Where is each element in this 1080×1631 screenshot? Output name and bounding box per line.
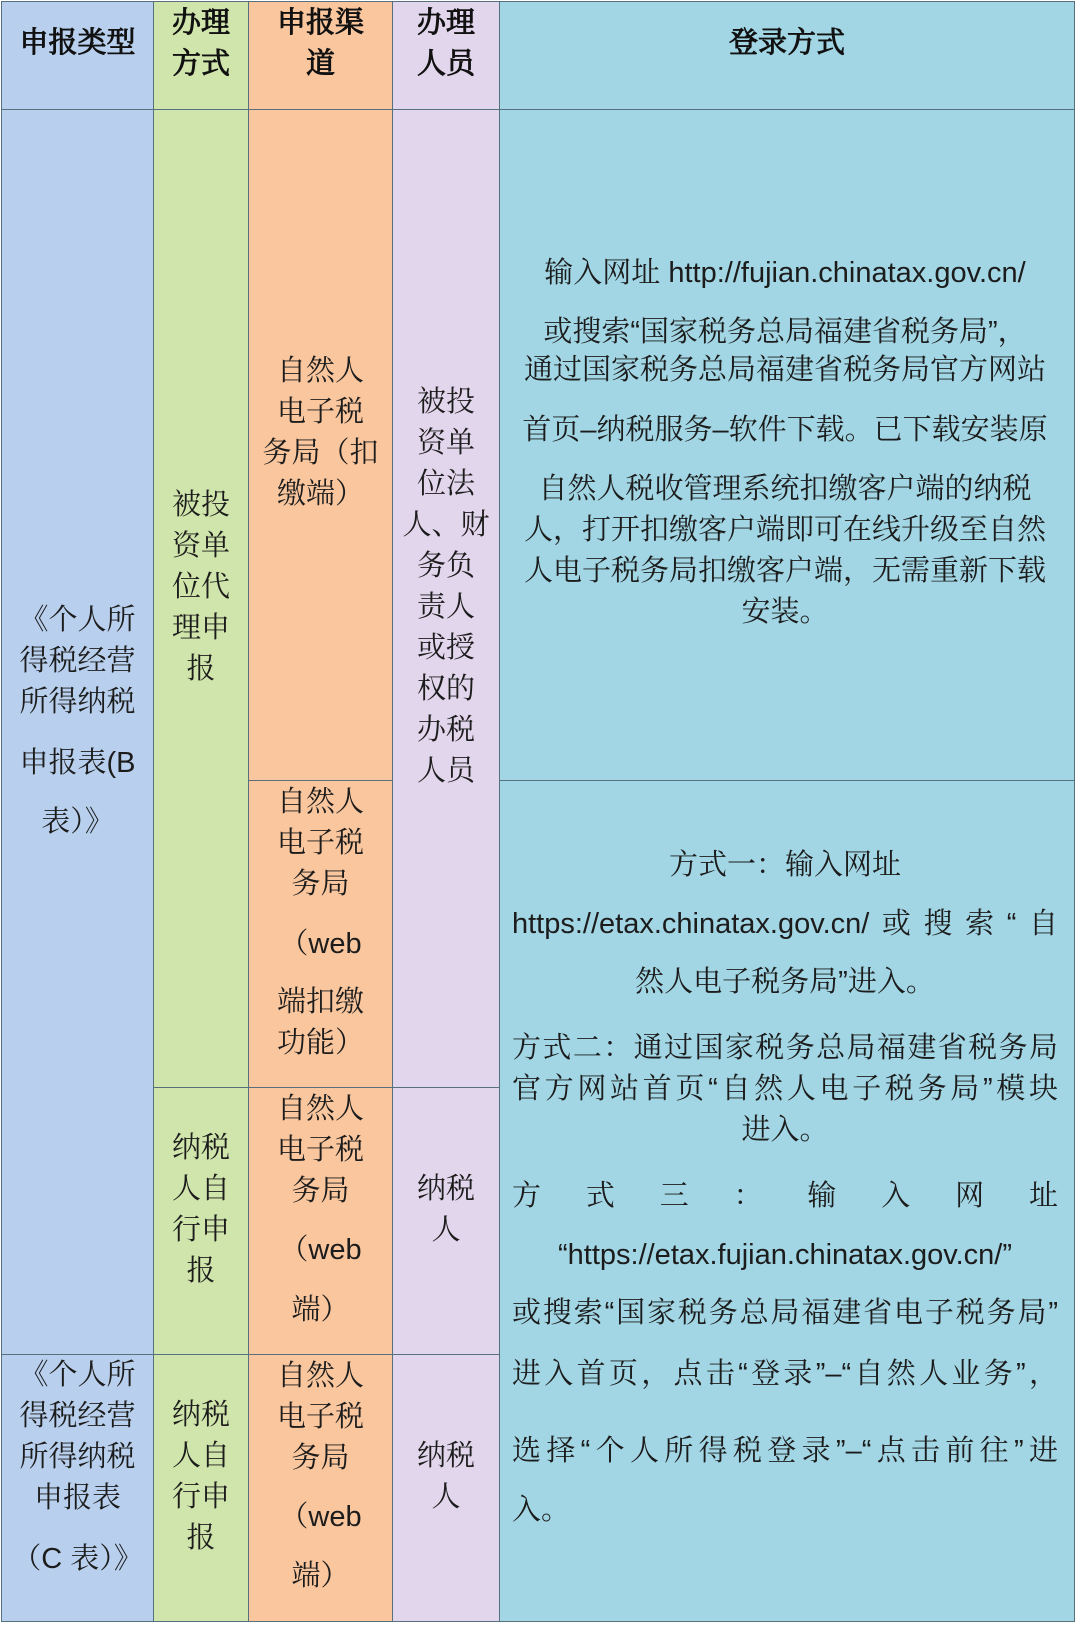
text-line: 申报表	[33, 1482, 121, 1514]
header-filing-channel-line: 申报渠	[276, 7, 364, 39]
text-line: 务局	[291, 1442, 350, 1474]
text-line: 得税经营	[19, 1400, 136, 1432]
text-line: 端扣缴	[276, 986, 364, 1018]
text-line: 人员	[416, 755, 475, 787]
text-line: 自然人	[276, 355, 364, 387]
cell-text	[393, 3, 499, 85]
filing-channel-cell	[249, 1088, 393, 1355]
text-line: 电子税	[276, 1134, 364, 1166]
cell-text	[500, 23, 1074, 64]
text-line: 或搜索“国家税务总局福建省税务局”，	[543, 316, 1027, 348]
text-line: （web	[279, 928, 362, 960]
text-line: 首页–纳税服务–软件下载。已下载安装原	[522, 414, 1048, 446]
text-line: 或搜索“国家税务总局福建省电子税务局”	[512, 1297, 1058, 1329]
text-line: 端）	[291, 1560, 350, 1592]
handler-cell	[393, 1088, 500, 1355]
text-line: 务局	[291, 1175, 350, 1207]
header-report-type-label: 申报类型	[19, 27, 136, 59]
text-line: 责人	[416, 591, 475, 623]
cell-text	[249, 3, 392, 85]
text-line: 务局（扣	[262, 437, 379, 469]
text-line: 人电子税务局扣缴客户端，无需重新下载	[523, 555, 1046, 587]
text-line: 方式二：通过国家税务总局福建省税务局	[512, 1032, 1058, 1064]
header-filing-method	[154, 2, 249, 110]
text-line: 纳税	[416, 1440, 475, 1472]
text-line: 表）》	[41, 806, 114, 838]
text-line: 人自	[171, 1440, 230, 1472]
text-line: 纳税	[171, 1132, 230, 1164]
cell-text	[154, 1128, 248, 1292]
text-line: 人，打开扣缴客户端即可在线升级至自然	[523, 514, 1046, 546]
report-type-cell	[2, 1355, 154, 1622]
text-line: 申报表(B	[19, 747, 136, 779]
text-line: 自然人税收管理系统扣缴客户端的纳税	[538, 473, 1032, 505]
text-line: “https://etax.fujian.chinatax.gov.cn/”	[557, 1239, 1013, 1271]
filing-method-cell	[154, 1355, 249, 1622]
text-line: 电子税	[276, 1401, 364, 1433]
cell-text	[154, 1395, 248, 1559]
text-line: 方式三：输入网址	[512, 1180, 1058, 1212]
cell-text	[2, 23, 153, 64]
text-line: 或授	[416, 632, 475, 664]
filing-channel-cell	[249, 1355, 393, 1622]
cell-text	[249, 782, 392, 1064]
text-line: （web	[279, 1234, 362, 1266]
text-line: 被投	[416, 386, 475, 418]
cell-text	[512, 253, 1058, 633]
header-filing-method-line: 方式	[171, 48, 230, 80]
text-line: 电子税	[276, 827, 364, 859]
text-line: 自然人	[276, 1093, 364, 1125]
text-line: 所得纳税	[19, 1441, 136, 1473]
text-line: 报	[186, 1255, 216, 1287]
text-line: 被投	[171, 489, 230, 521]
login-method-cell	[500, 781, 1075, 1622]
header-login-method-label: 登录方式	[728, 27, 845, 59]
handler-cell	[393, 110, 500, 1088]
text-line: 权的	[416, 673, 475, 705]
cell-text	[154, 485, 248, 690]
text-line: 位法	[416, 468, 475, 500]
cell-text	[393, 1436, 499, 1518]
text-line: 纳税	[416, 1173, 475, 1205]
text-line: 入。	[512, 1494, 571, 1526]
text-line: 所得纳税	[19, 686, 136, 718]
text-line: 《个人所	[19, 604, 136, 636]
text-line: 报	[186, 653, 216, 685]
cell-text	[393, 1169, 499, 1251]
cell-text	[249, 1089, 392, 1331]
text-line: （C 表）》	[12, 1543, 143, 1575]
text-line: 行申	[171, 1481, 230, 1513]
text-line: 纳税	[171, 1399, 230, 1431]
text-line: 得税经营	[19, 645, 136, 677]
text-line: 人	[431, 1481, 461, 1513]
text-line: 报	[186, 1522, 216, 1554]
text-line: 务负	[416, 550, 475, 582]
cell-text	[154, 3, 248, 85]
text-line: 安装。	[741, 596, 829, 628]
filing-channel-cell	[249, 110, 393, 781]
text-line: 办税	[416, 714, 475, 746]
cell-text	[393, 382, 499, 792]
tax-filing-table	[1, 1, 1075, 1622]
text-line: 通过国家税务总局福建省税务局官方网站	[523, 354, 1046, 386]
text-line: 自然人	[276, 786, 364, 818]
header-handler-line: 办理	[416, 7, 475, 39]
text-line: 务局	[291, 868, 350, 900]
text-line: 资单	[416, 427, 475, 459]
text-line: 自然人	[276, 1360, 364, 1392]
text-line: 资单	[171, 530, 230, 562]
header-filing-channel	[249, 2, 393, 110]
text-line: 官方网站首页“自然人电子税务局”模块	[512, 1073, 1058, 1105]
text-line: （web	[279, 1501, 362, 1533]
text-line: https://etax.chinatax.gov.cn/或搜索“自	[512, 908, 1058, 940]
text-line: 功能）	[276, 1027, 364, 1059]
cell-text	[249, 1356, 392, 1597]
handler-cell	[393, 1355, 500, 1622]
cell-text	[249, 351, 392, 515]
report-type-cell	[2, 110, 154, 1355]
cell-text	[512, 845, 1058, 1531]
text-line: 电子税	[276, 396, 364, 428]
text-line: 进入首页，点击“登录”–“自然人业务”，	[512, 1358, 1058, 1390]
filing-channel-cell	[249, 781, 393, 1088]
text-line: 方式一：输入网址	[668, 849, 901, 881]
login-method-cell	[500, 110, 1075, 781]
text-line: 缴端）	[276, 478, 364, 510]
header-login-method	[500, 2, 1075, 110]
text-line: 人自	[171, 1173, 230, 1205]
header-report-type	[2, 2, 154, 110]
text-line: 人、财	[402, 509, 490, 541]
text-line: 进入。	[741, 1114, 829, 1146]
text-line: 输入网址 http://fujian.chinatax.gov.cn/	[544, 257, 1026, 289]
cell-text	[2, 600, 153, 843]
cell-text	[2, 1355, 153, 1580]
header-handler-line: 人员	[416, 48, 475, 80]
text-line: 行申	[171, 1214, 230, 1246]
text-line: 然人电子税务局”进入。	[635, 966, 935, 998]
text-line: 理申	[171, 612, 230, 644]
filing-method-cell	[154, 1088, 249, 1355]
filing-method-cell	[154, 110, 249, 1088]
text-line: 人	[431, 1214, 461, 1246]
header-handler	[393, 2, 500, 110]
header-filing-channel-line: 道	[305, 48, 335, 80]
text-line: 位代	[171, 571, 230, 603]
text-line: 端）	[291, 1294, 350, 1326]
text-line: 选择“个人所得税登录”–“点击前往”进	[512, 1435, 1058, 1467]
header-filing-method-line: 办理	[171, 7, 230, 39]
text-line: 《个人所	[19, 1359, 136, 1391]
